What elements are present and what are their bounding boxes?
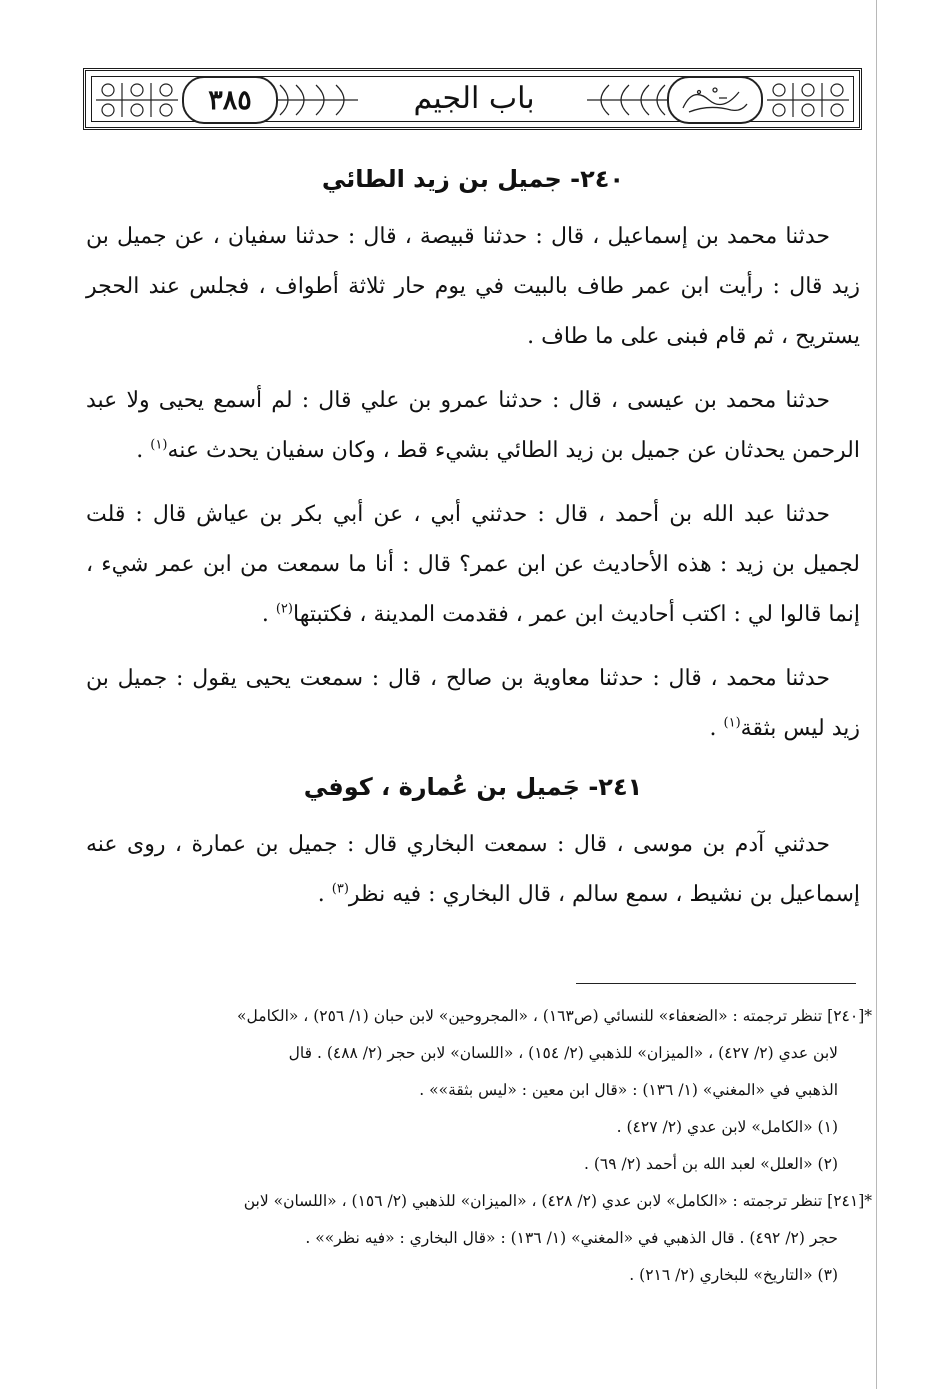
paragraph-end: . xyxy=(317,882,332,907)
footnote-240-line: الذهبي في «المغني» (١/ ١٣٦) : «قال ابن معين : «ليس بثقة»» . xyxy=(419,1081,838,1099)
footnote-separator xyxy=(576,983,856,984)
entry-heading: ٢٤٠- جميل بن زيد الطائي xyxy=(321,165,625,193)
paragraph-end: . xyxy=(136,438,151,463)
header-ornament-center-left xyxy=(276,79,358,121)
ornament-pattern-icon xyxy=(94,79,180,121)
footnote-241-line: *[٢٤١] تنظر ترجمته : «الكامل» لابن عدي (٢/ ٤٢٨) ، «الميزان» للذهبي (٢/ ١٥٦) ، «اللسان» لابن xyxy=(243,1192,872,1210)
narration-paragraph xyxy=(86,212,860,362)
book-logo-icon xyxy=(667,76,763,124)
ornament-pattern-icon xyxy=(587,79,669,121)
paragraph-text: حدثنا محمد بن عيسى ، قال : حدثنا عمرو بن علي قال : لم أسمع يحيى ولا عبد الرحمن يحدثان عن جميل بن زيد الطائي بشيء قط ، وكان سفيان يحدث عنه xyxy=(86,388,860,463)
narration-paragraph xyxy=(86,376,860,476)
ornament-pattern-icon xyxy=(765,79,851,121)
narration-paragraph xyxy=(86,490,860,640)
footnote-240-line: لابن عدي (٢/ ٤٢٧) ، «الميزان» للذهبي (٢/ ١٥٤) ، «اللسان» لابن حجر (٢/ ٤٨٨) . قال xyxy=(288,1044,838,1062)
footnote-3: (٣) «التاريخ» للبخاري (٢/ ٢١٦) . xyxy=(629,1266,838,1284)
page-number: ٣٨٥ xyxy=(182,76,278,124)
ornament-pattern-icon xyxy=(276,79,358,121)
footnotes xyxy=(86,998,872,1294)
footnote-marker[interactable]: (١) xyxy=(723,715,741,731)
paragraph-text: حدثني آدم بن موسى ، قال : سمعت البخاري قال : جميل بن عمارة ، روى عنه إسماعيل بن نشيط ، سمع سالم ، قال البخاري : فيه نظر xyxy=(86,832,860,907)
footnote-marker[interactable]: (٣) xyxy=(331,881,349,897)
page-body xyxy=(86,150,860,934)
page-edge-line xyxy=(876,0,877,1389)
running-header xyxy=(83,68,862,130)
chapter-title: باب الجيم xyxy=(413,80,535,116)
narration-paragraph xyxy=(86,654,860,754)
footnote-1: (١) «الكامل» لابن عدي (٢/ ٤٢٧) . xyxy=(616,1118,838,1136)
footnote-marker[interactable]: (٢) xyxy=(275,601,293,617)
header-ornament-center-right xyxy=(587,79,669,121)
entry-heading: ٢٤١- جَميل بن عُمارة ، كوفي xyxy=(303,773,643,801)
paragraph-text: حدثنا محمد بن إسماعيل ، قال : حدثنا قبيصة ، قال : حدثنا سفيان ، عن جميل بن زيد قال : رأيت ابن عمر طاف بالبيت في يوم حار ثلاثة أطواف ، فجلس عند الحجر يستريح ، ثم قام فبنى على ما طاف . xyxy=(86,224,860,349)
narration-paragraph xyxy=(86,820,860,920)
paragraph-end: . xyxy=(261,602,276,627)
header-ornament-right xyxy=(765,79,851,121)
paragraph-text: حدثنا عبد الله بن أحمد ، قال : حدثني أبي ، عن أبي بكر بن عياش قال : قلت لجميل بن زيد : هذه الأحاديث عن ابن عمر؟ قال : أنا ما سمعت من ابن عمر شيء ، إنما قالوا لي : اكتب أحاديث ابن عمر ، فقدمت المدينة ، فكتبتها xyxy=(86,502,860,627)
footnote-2: (٢) «العلل» لعبد الله بن أحمد (٢/ ٦٩) . xyxy=(583,1155,838,1173)
paragraph-text: حدثنا محمد ، قال : حدثنا معاوية بن صالح ، قال : سمعت يحيى يقول : جميل بن زيد ليس بثقة xyxy=(86,666,860,741)
footnote-241-line: حجر (٢/ ٤٩٢) . قال الذهبي في «المغني» (١/ ١٣٦) : «قال البخاري : «فيه نظر»» . xyxy=(305,1229,838,1247)
paragraph-end: . xyxy=(709,716,724,741)
footnote-marker[interactable]: (١) xyxy=(150,437,168,453)
header-ornament-left xyxy=(94,79,180,121)
footnote-240-line: *[٢٤٠] تنظر ترجمته : «الضعفاء» للنسائي (ص١٦٣) ، «المجروحين» لابن حبان (١/ ٢٥٦) ، «الكامل» xyxy=(237,1007,872,1025)
